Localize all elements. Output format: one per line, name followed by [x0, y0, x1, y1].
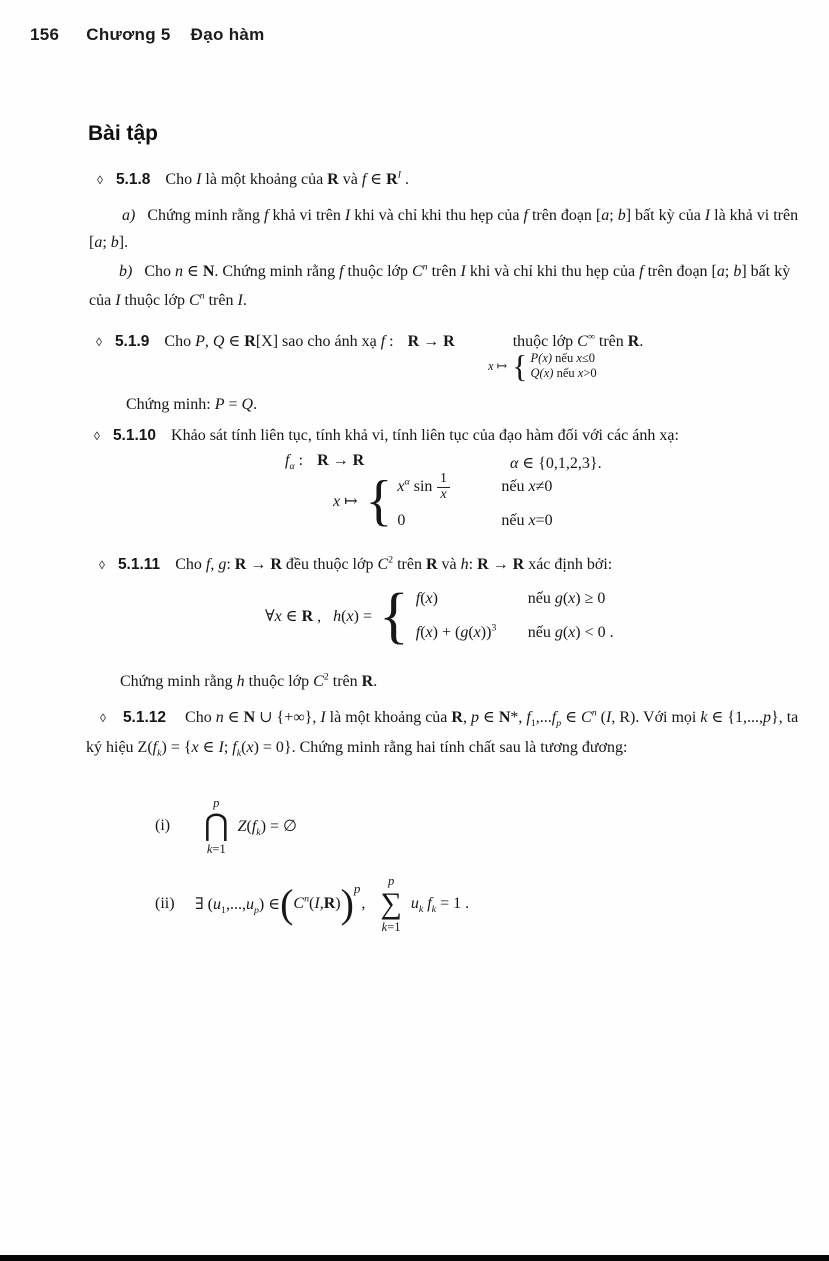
property-ii: (ii) ∃ $(u_1,...,u_p)$ ∈ ( $C^n(I,R)$ ) $^p$ , p ∑ k=1 $u_k$ $f_k = 1$ .: [155, 874, 470, 934]
exercise-statement: Cho f, g: R → R đều thuộc lớp $C^2$ trên R và h: R → R xác định bởi:: [175, 554, 613, 573]
exercise-5-1-9-heading: [96, 331, 643, 351]
chapter-title: Đạo hàm: [190, 25, 265, 44]
h-definition: [265, 582, 614, 650]
case1-expression: f(x): [415, 590, 438, 607]
exercise-statement: Cho n ∈ N ∪ {+∞}, I là một khoảng của R, p ∈ N*, $f_1,...f_p$ ∈ $C^n$ (I, R). Với mọi k ∈ {1,...,p}, ta ký hiệu $Z(f_k) = \{x$ ∈ I; $f_k(x) = 0$}. Chứng minh rằng hai tính chất sau là tương đương:: [86, 707, 799, 760]
left-brace: {: [365, 470, 393, 533]
diamond-bullet-icon: ◊: [100, 711, 106, 725]
exercise-5-1-8-heading: [97, 169, 409, 189]
case2-expression: 0: [397, 512, 406, 530]
quantifier-lead: ∀x ∈ R , h(x) =: [265, 608, 372, 625]
section-heading: Bài tập: [88, 122, 159, 145]
exercise-number: 5.1.8: [115, 171, 151, 188]
left-brace: {: [378, 582, 409, 650]
lower-limit: k=1: [206, 841, 226, 856]
cases: [416, 590, 614, 642]
case1-term: $x^\alpha$ sin: [397, 476, 433, 496]
exercise-5-1-11-heading: [99, 556, 612, 574]
maps-to: x ↦: [333, 493, 358, 511]
chapter-label: Chương 5: [86, 25, 171, 44]
case2-expression: $f(x) + (g(x))^3$: [415, 622, 497, 641]
function-signature: [285, 452, 602, 473]
fraction-1-over-x: [437, 472, 449, 502]
exercise-number: 5.1.9: [114, 333, 150, 350]
exercise-number: 5.1.11: [117, 556, 161, 573]
exercise-5-1-12: [86, 703, 804, 763]
exercise-5-1-8-part-b: b) Cho n ∈ N. Chứng minh rằng f thuộc lớp $C^n$ trên I khi và chỉ khi thu hẹp của f trên đoạn [a; b] bất kỳ của I thuộc lớp $C^n$ trên I.: [89, 261, 791, 309]
exercise-number: 5.1.10: [112, 427, 157, 444]
upper-limit: p: [387, 874, 395, 888]
lower-limit: k=1: [381, 919, 401, 934]
piecewise-definition-f: [488, 350, 597, 382]
case2-condition: nếu x=0: [501, 512, 553, 530]
item-label: (i): [155, 817, 171, 835]
case-2: Q(x) nếu x>0: [530, 366, 597, 380]
denominator: x: [437, 487, 449, 503]
case1-condition: nếu g(x) ≥ 0: [527, 590, 606, 607]
property-i-expression: $Z(f_k)$ = ∅: [237, 818, 297, 839]
exercise-number: 5.1.12: [122, 709, 167, 726]
running-head: [30, 25, 265, 45]
item-label: (ii): [155, 895, 175, 913]
page-bottom-rule: [0, 1255, 829, 1261]
n-ary-intersection-icon: ⋂: [204, 809, 229, 843]
domain-codomain: R → R: [407, 333, 455, 350]
diamond-bullet-icon: ◊: [94, 429, 100, 443]
function-space: $C^n(I,R)$: [293, 893, 341, 913]
exists-tuple: ∃ $(u_1,...,u_p)$ ∈: [195, 896, 281, 917]
statement-tail: thuộc lớp C∞ trên R.: [512, 331, 644, 350]
exercise-statement: Cho I là một khoảng của R và f ∈ $R^I$ .: [165, 169, 410, 188]
exercise-statement: Khảo sát tính liên tục, tính khả vi, tính liên tục của đạo hàm đối với các ánh xạ:: [171, 427, 679, 444]
exercise-5-1-8-part-a: a) Chứng minh rằng f khả vi trên I khi và chỉ khi thu hẹp của f trên đoạn [a; b] bất kỳ của I là khả vi trên [a; b].: [89, 207, 799, 251]
maps-to: x ↦: [488, 358, 508, 373]
diamond-bullet-icon: ◊: [99, 558, 105, 572]
exercise-5-1-11-conclusion: Chứng minh rằng h thuộc lớp $C^2$ trên R.: [120, 671, 378, 690]
diamond-bullet-icon: ◊: [96, 335, 102, 349]
comma: ,: [361, 895, 366, 913]
exercise-5-1-9-conclusion: Chứng minh: P = Q.: [126, 396, 258, 413]
case1-expression: [397, 472, 493, 502]
right-paren: ): [340, 881, 354, 927]
exercise-statement: Cho P, Q ∈ R[X] sao cho ánh xạ f :: [164, 333, 394, 350]
case2-condition: nếu g(x) < 0 .: [527, 624, 614, 641]
diamond-bullet-icon: ◊: [97, 173, 103, 187]
n-ary-summation-icon: ∑: [380, 887, 402, 921]
left-brace: {: [512, 348, 528, 384]
numerator: 1: [440, 471, 447, 486]
property-ii-expression: $u_k$ $f_k = 1$ .: [410, 895, 470, 916]
page-number: 156: [30, 25, 60, 44]
intersection-operator: [204, 796, 229, 856]
function-space-group: [280, 881, 354, 927]
left-paren: (: [280, 881, 294, 927]
exercise-5-1-10-heading: [94, 427, 679, 445]
upper-limit: p: [213, 796, 220, 810]
case-1: P(x) nếu x≤0: [530, 351, 596, 365]
piecewise-definition-f-alpha: [333, 470, 553, 533]
cases: [397, 472, 552, 530]
summation-operator: [380, 874, 401, 934]
property-i: [155, 796, 297, 856]
domain-codomain: R → R: [317, 452, 365, 469]
function-name: $f_\alpha$ :: [285, 452, 304, 473]
cases: [531, 351, 597, 381]
case1-condition: nếu x≠0: [501, 478, 553, 496]
alpha-range: α ∈ {0,1,2,3}.: [510, 455, 602, 472]
f-alpha-definition: [285, 452, 602, 533]
